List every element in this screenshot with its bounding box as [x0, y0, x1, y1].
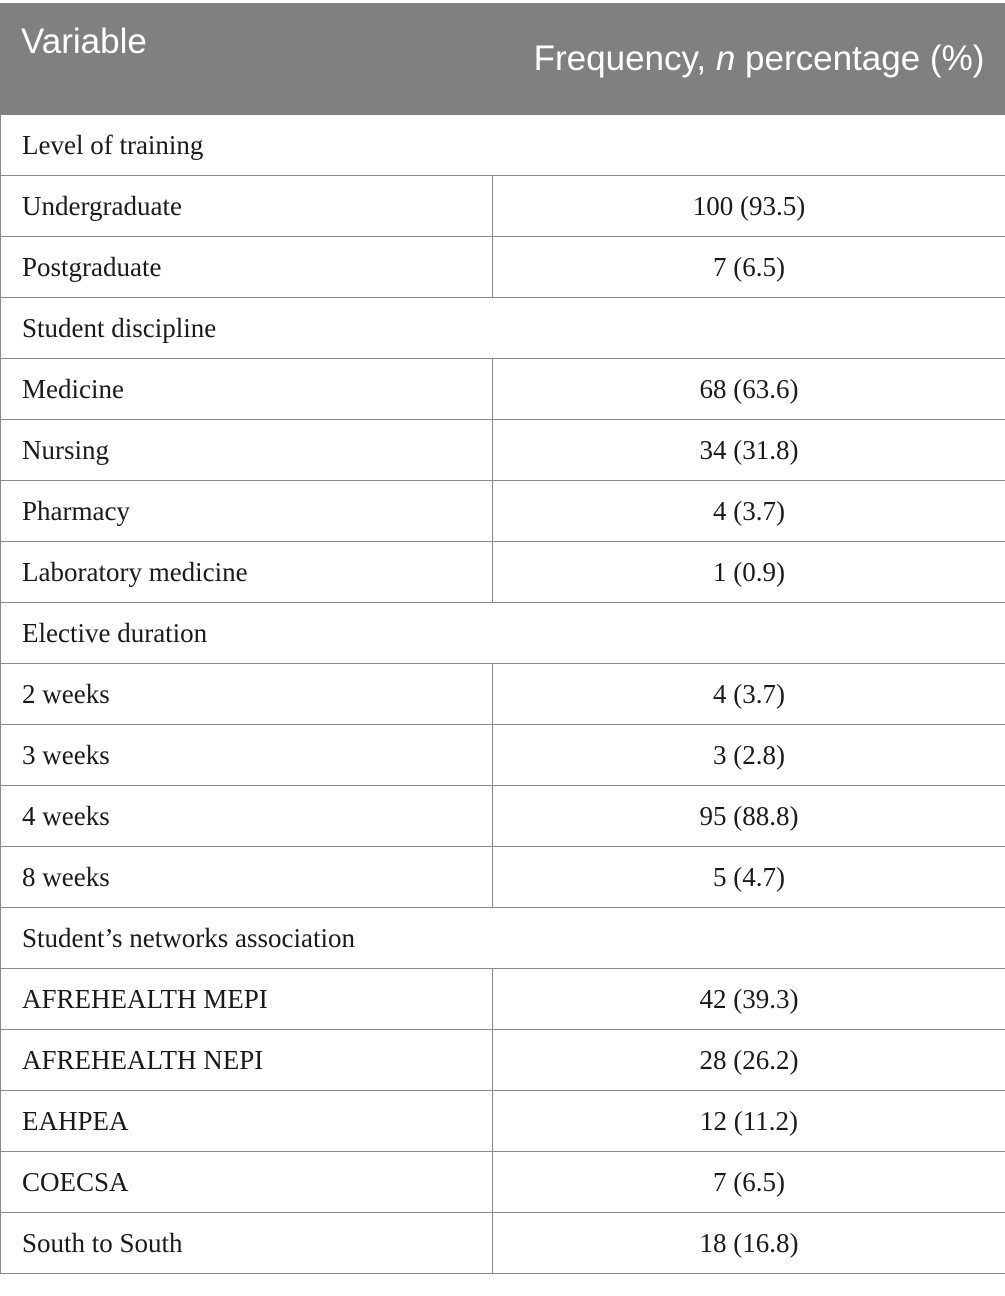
frequency-header-n: n: [715, 39, 736, 78]
table-row: [1, 1213, 1005, 1274]
variable-cell: 4 weeks: [1, 786, 493, 847]
value-cell: 42 (39.3): [493, 969, 1005, 1030]
value-cell: 5 (4.7): [493, 847, 1005, 908]
group-row-networks-association: [1, 908, 1005, 969]
table-row: [1, 725, 1005, 786]
variable-cell: Laboratory medicine: [1, 542, 493, 603]
table-row: [1, 664, 1005, 725]
table-row: [1, 847, 1005, 908]
value-cell: 4 (3.7): [493, 664, 1005, 725]
value-cell: 100 (93.5): [493, 176, 1005, 237]
value-cell: 28 (26.2): [493, 1030, 1005, 1091]
table-row: [1, 1030, 1005, 1091]
variable-cell: Pharmacy: [1, 481, 493, 542]
group-row-level-of-training: [1, 115, 1005, 176]
value-cell: 95 (88.8): [493, 786, 1005, 847]
variable-column-header: Variable: [1, 4, 493, 115]
value-cell: 34 (31.8): [493, 420, 1005, 481]
table-row: [1, 542, 1005, 603]
table-row: [1, 237, 1005, 298]
variable-cell: COECSA: [1, 1152, 493, 1213]
group-row-elective-duration: [1, 603, 1005, 664]
table-row: [1, 1152, 1005, 1213]
table-row: [1, 786, 1005, 847]
table-row: [1, 481, 1005, 542]
value-cell: 7 (6.5): [493, 1152, 1005, 1213]
frequency-header-suffix: percentage (%): [735, 39, 985, 78]
table-header-row: [1, 4, 1005, 115]
variable-cell: 8 weeks: [1, 847, 493, 908]
value-cell: 68 (63.6): [493, 359, 1005, 420]
table-row: [1, 969, 1005, 1030]
frequency-header-prefix: Frequency,: [533, 39, 716, 78]
table-row: [1, 176, 1005, 237]
frequency-column-header: [493, 4, 1005, 115]
value-cell: 7 (6.5): [493, 237, 1005, 298]
variable-cell: AFREHEALTH NEPI: [1, 1030, 493, 1091]
variable-cell: 3 weeks: [1, 725, 493, 786]
table-row: [1, 1091, 1005, 1152]
table-row: [1, 359, 1005, 420]
value-cell: 1 (0.9): [493, 542, 1005, 603]
value-cell: 3 (2.8): [493, 725, 1005, 786]
variable-cell: AFREHEALTH MEPI: [1, 969, 493, 1030]
group-row-student-discipline: [1, 298, 1005, 359]
group-label: Student discipline: [1, 298, 1005, 359]
value-cell: 12 (11.2): [493, 1091, 1005, 1152]
variable-cell: Postgraduate: [1, 237, 493, 298]
value-cell: 18 (16.8): [493, 1213, 1005, 1274]
variable-cell: Nursing: [1, 420, 493, 481]
group-label: Elective duration: [1, 603, 1005, 664]
group-label: Level of training: [1, 115, 1005, 176]
value-cell: 4 (3.7): [493, 481, 1005, 542]
variable-cell: EAHPEA: [1, 1091, 493, 1152]
table-row: [1, 420, 1005, 481]
frequency-table: [0, 3, 1005, 1274]
variable-cell: South to South: [1, 1213, 493, 1274]
variable-cell: Medicine: [1, 359, 493, 420]
variable-cell: Undergraduate: [1, 176, 493, 237]
group-label: Student’s networks association: [1, 908, 1005, 969]
variable-cell: 2 weeks: [1, 664, 493, 725]
